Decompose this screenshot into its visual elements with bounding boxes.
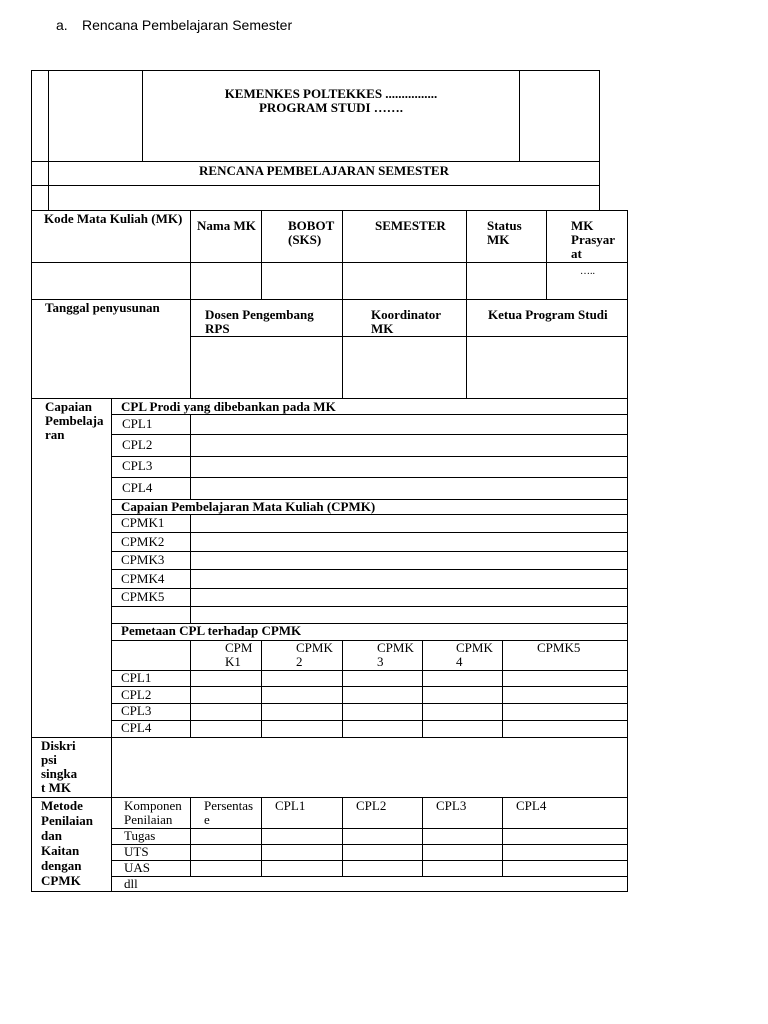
metode-label-3: dan	[41, 828, 62, 843]
grid-line	[502, 640, 503, 737]
grid-line	[422, 797, 423, 876]
metode-label-1: Metode	[41, 798, 83, 813]
label-semester: SEMESTER	[375, 218, 446, 233]
signature-koordinator[interactable]	[343, 337, 466, 398]
label-koordinator-2: MK	[371, 321, 394, 336]
grid-line	[111, 606, 628, 607]
mapping-col-cpmk5: CPMK5	[537, 640, 581, 655]
label-prasyarat-3: at	[571, 246, 582, 261]
cpl-input[interactable]	[191, 457, 628, 477]
label-bobot-2: (SKS)	[288, 232, 322, 247]
metode-cpl-col: CPL1	[275, 798, 306, 813]
input-status[interactable]	[467, 262, 546, 299]
label-status-2: MK	[487, 232, 510, 247]
metode-cpl-col: CPL2	[356, 798, 387, 813]
mapping-col-cpmk3-a: CPMK	[377, 640, 414, 655]
section-heading	[56, 17, 292, 33]
grid-line	[342, 797, 343, 876]
capaian-label-2: Pembelaja	[45, 413, 104, 428]
cpl-row-label: CPL3	[122, 458, 153, 473]
institution-name: KEMENKES POLTEKKES ................	[224, 86, 438, 101]
persentase-label-2: e	[204, 812, 210, 827]
grid-line	[111, 844, 628, 845]
capaian-label-1: Capaian	[45, 399, 92, 414]
metode-label-2: Penilaian	[41, 813, 94, 828]
input-kode-mk[interactable]	[31, 262, 190, 299]
grid-line	[190, 797, 191, 876]
mapping-col-cpmk4-a: CPMK	[456, 640, 493, 655]
mapping-col-cpmk1-a: CPM	[225, 640, 253, 655]
cpl-input[interactable]	[191, 435, 628, 456]
cpl-input[interactable]	[191, 478, 628, 499]
metode-label-5: dengan	[41, 858, 82, 873]
cpmk-input[interactable]	[191, 589, 628, 606]
input-nama-mk[interactable]	[191, 262, 261, 299]
deskripsi-label-4: t MK	[41, 780, 71, 795]
cpmk-row-label: CPMK1	[121, 515, 165, 530]
metode-cpl-col: CPL4	[516, 798, 547, 813]
grid-line	[111, 860, 628, 861]
label-status-1: Status	[487, 218, 522, 233]
label-kaprodi: Ketua Program Studi	[488, 307, 608, 322]
grid-line	[190, 640, 191, 737]
logo-cell[interactable]	[48, 70, 143, 162]
label-tanggal: Tanggal penyusunan	[45, 300, 160, 315]
mapping-col-cpmk2-b: 2	[296, 654, 303, 669]
cpl-row-label: CPL4	[122, 480, 153, 495]
persentase-label-1: Persentas	[204, 798, 254, 813]
mapping-col-cpmk1-b: K1	[225, 654, 241, 669]
cpmk-row-label: CPMK3	[121, 552, 165, 567]
cpmk-input[interactable]	[191, 533, 628, 551]
metode-cpl-col: CPL3	[436, 798, 467, 813]
label-prasyarat-1: MK	[571, 218, 594, 233]
grid-line	[111, 670, 628, 671]
input-bobot[interactable]	[262, 262, 342, 299]
komponen-label-1: Komponen	[124, 798, 182, 813]
metode-label-6: CPMK	[41, 873, 81, 888]
metode-label-4: Kaitan	[41, 843, 80, 858]
mapping-col-cpmk3-b: 3	[377, 654, 384, 669]
label-dosen-1: Dosen Pengembang	[205, 307, 314, 322]
prasyarat-value: …..	[580, 266, 595, 277]
cpmk-input[interactable]	[191, 515, 628, 532]
grid-line	[111, 720, 628, 721]
metode-row-dll: dll	[124, 876, 138, 891]
grid-line	[546, 210, 547, 299]
cpl-row-label: CPL1	[122, 416, 153, 431]
cpmk-row-label: CPMK4	[121, 571, 165, 586]
cpl-input[interactable]	[191, 415, 628, 434]
metode-row-uts: UTS	[124, 844, 149, 859]
grid-line	[502, 797, 503, 876]
cpmk-row-label: CPMK5	[121, 589, 165, 604]
grid-line	[111, 398, 112, 892]
cpmk-header: Capaian Pembelajaran Mata Kuliah (CPMK)	[121, 499, 376, 514]
header-right-divider	[519, 70, 520, 162]
metode-row-tugas: Tugas	[124, 828, 156, 843]
grid-line	[111, 686, 628, 687]
label-kode-mk: Kode Mata Kuliah (MK)	[44, 211, 183, 226]
mapping-row-label: CPL1	[121, 670, 152, 685]
mapping-row-label: CPL3	[121, 703, 152, 718]
section-title: Rencana Pembelajaran Semester	[82, 17, 293, 33]
program-name: PROGRAM STUDI …….	[258, 100, 404, 115]
deskripsi-label-3: singka	[41, 766, 78, 781]
grid-line	[422, 640, 423, 737]
input-semester[interactable]	[343, 262, 466, 299]
grid-line	[111, 828, 628, 829]
grid-line	[111, 876, 628, 877]
signature-kaprodi[interactable]	[467, 337, 628, 398]
label-bobot-1: BOBOT	[288, 218, 335, 233]
deskripsi-input[interactable]	[112, 738, 628, 797]
cpmk-input[interactable]	[191, 552, 628, 569]
label-koordinator-1: Koordinator	[371, 307, 442, 322]
form-title: RENCANA PEMBELAJARAN SEMESTER	[199, 163, 449, 178]
cpl-header: CPL Prodi yang dibebankan pada MK	[121, 399, 336, 414]
section-number: a.	[56, 17, 68, 33]
signature-dosen[interactable]	[191, 337, 342, 398]
mapping-header: Pemetaan CPL terhadap CPMK	[121, 623, 302, 638]
cpl-row-label: CPL2	[122, 437, 153, 452]
grid-line	[111, 703, 628, 704]
mapping-col-cpmk4-b: 4	[456, 654, 463, 669]
cpmk-row-label: CPMK2	[121, 534, 165, 549]
label-nama-mk: Nama MK	[197, 218, 256, 233]
deskripsi-label-2: psi	[41, 752, 57, 767]
capaian-label-3: ran	[45, 427, 65, 442]
grid-line	[261, 797, 262, 876]
deskripsi-label-1: Diskri	[41, 738, 76, 753]
label-dosen-2: RPS	[205, 321, 230, 336]
cpmk-input[interactable]	[191, 570, 628, 588]
mapping-row-label: CPL4	[121, 720, 152, 735]
title-row-line	[31, 185, 600, 186]
label-prasyarat-2: Prasyar	[571, 232, 616, 247]
mapping-row-label: CPL2	[121, 687, 152, 702]
grid-line	[261, 640, 262, 737]
metode-row-uas: UAS	[124, 860, 151, 875]
komponen-label-2: Penilaian	[124, 812, 173, 827]
grid-line	[342, 640, 343, 737]
mapping-col-cpmk2-a: CPMK	[296, 640, 333, 655]
